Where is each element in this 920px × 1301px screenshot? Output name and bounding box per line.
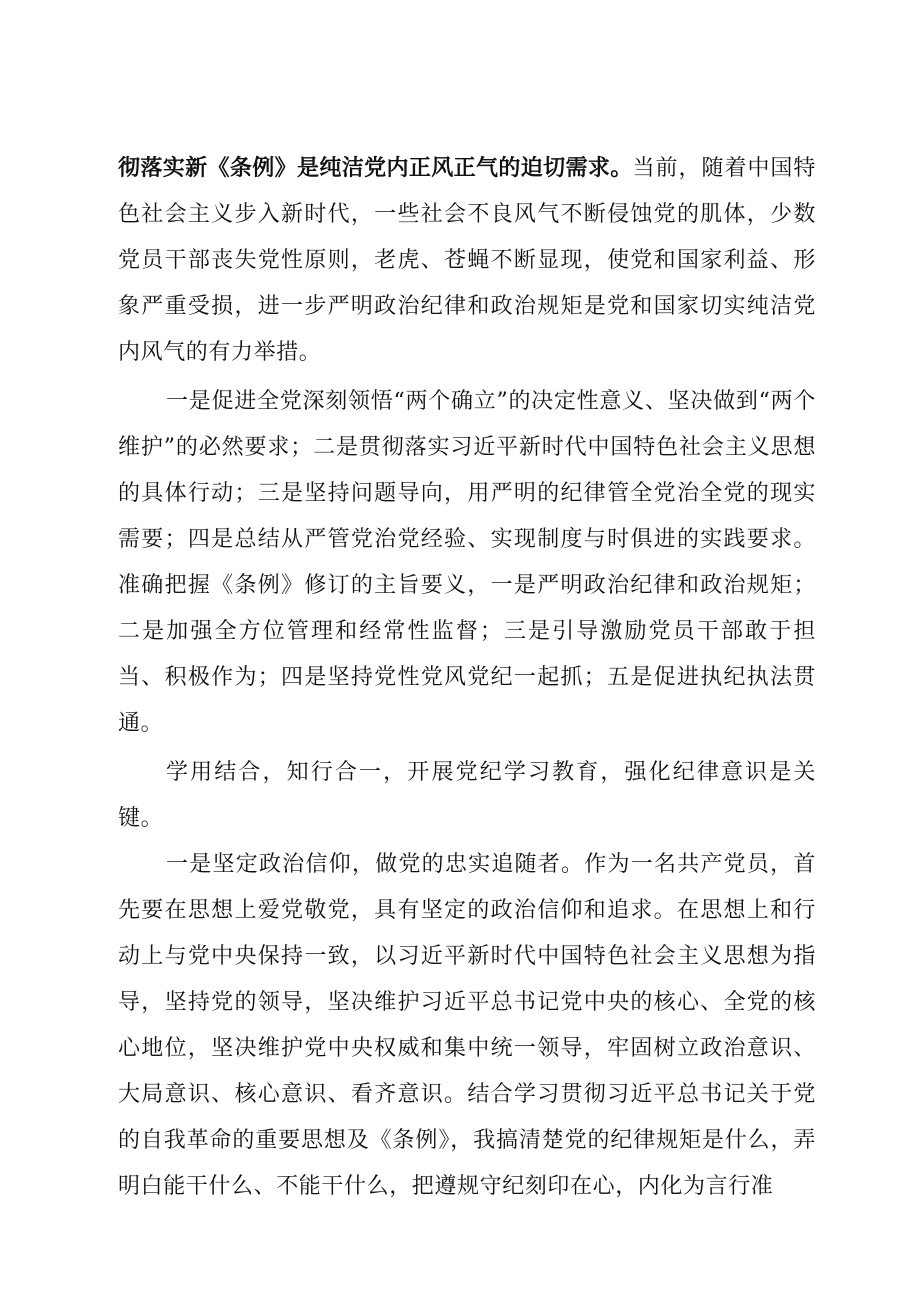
paragraph-4: 一是坚定政治信仰，做党的忠实追随者。作为一名共产党员，首先要在思想上爱党敬党，具有坚定的政治信仰和追求。在思想上和行动上与党中央保持一致，以习近平新时代中国特色社会主义思想为指导，坚持党的领导，坚决维护习近平总书记党中央的核心、全党的核心地位，坚决维护党中央权威和集中统一领导，牢固树立政治意识、大局意识、核心意识、看齐意识。结合学习贯彻习近平总书记关于党的自我革命的重要思想及《条例》，我搞清楚党的纪律规矩是什么，弄明白能干什么、不能干什么，把遵规守纪刻印在心，内化为言行准 xyxy=(118,852,816,1199)
paragraph-1-text: 当前，随着中国特色社会主义步入新时代，一些社会不良风气不断侵蚀党的肌体，少数党员干部丧失党性原则，老虎、苍蝇不断显现，使党和国家利益、形象严重受损，进一步严明政治纪律和政治规矩是党和国家切实纯洁党内风气的有力举措。 xyxy=(118,156,816,365)
paragraph-1 xyxy=(118,146,816,376)
paragraph-3: 学用结合，知行合一，开展党纪学习教育，强化纪律意识是关键。 xyxy=(118,760,816,831)
paragraph-1-bold-lead: 彻落实新《条例》是纯洁党内正风正气的迫切需求。 xyxy=(118,156,633,181)
paragraph-2: 一是促进全党深刻领悟“两个确立”的决定性意义、坚决做到“两个维护”的必然要求；二是贯彻落实习近平新时代中国特色社会主义思想的具体行动；三是坚持问题导向，用严明的纪律管全党治全党的现实需要；四是总结从严管党治党经验、实现制度与时俱进的实践要求。准确把握《条例》修订的主旨要义，一是严明政治纪律和政治规矩；二是加强全方位管理和经常性监督；三是引导激励党员干部敢于担当、积极作为；四是坚持党性党风党纪一起抓；五是促进执纪执法贯通。 xyxy=(118,389,816,736)
document-body xyxy=(118,146,816,1210)
